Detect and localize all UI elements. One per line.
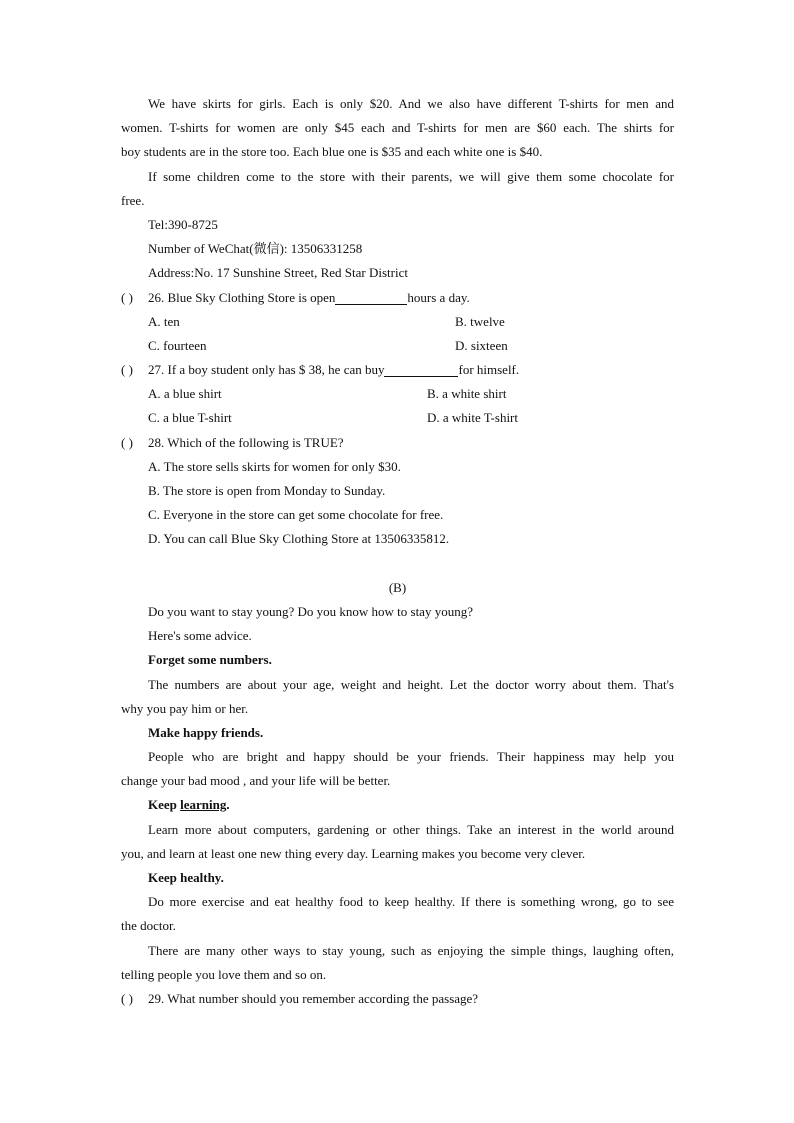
passage-b-intro1: Do you want to stay young? Do you know how to stay young?: [148, 603, 473, 619]
answer-paren[interactable]: ( ): [121, 289, 133, 305]
option-b: B. The store is open from Monday to Sunday.: [148, 483, 386, 498]
answer-blank[interactable]: [384, 362, 458, 377]
store-address: Address:No. 17 Sunshine Street, Red Star District: [148, 265, 408, 281]
passage-a-p2-line2: free.: [121, 192, 145, 208]
document-page: [121, 92, 674, 1011]
question-26: [121, 286, 674, 310]
advice-heading-1: Forget some numbers.: [148, 652, 272, 668]
question-28-text: 28. Which of the following is TRUE?: [148, 434, 344, 450]
section-b-heading: (B): [388, 579, 407, 595]
advice-heading-3: [121, 793, 674, 817]
conclusion-line2: telling people you love them and so on.: [121, 966, 327, 982]
advice-1-line1: The numbers are about your age, weight and height. Let the doctor worry about them. That's: [148, 676, 674, 692]
option-b: B. twelve: [455, 313, 505, 329]
option-d: D. You can call Blue Sky Clothing Store at 13506335812.: [148, 531, 450, 547]
store-wechat: Number of WeChat(微信): 13506331258: [148, 241, 363, 257]
question-29: [121, 987, 674, 1011]
answer-blank[interactable]: [335, 290, 407, 305]
passage-a-p1-line2: women. T-shirts for women are only $45 each and T-shirts for men are $60 each. The shirts for: [121, 120, 674, 136]
question-26-text-end: hours a day.: [407, 289, 470, 305]
option-c: C. a blue T-shirt: [148, 410, 232, 426]
passage-a-p2-line1: If some children come to the store with their parents, we will give them some chocolate for: [148, 168, 674, 184]
question-29-text: 29. What number should you remember according the passage?: [148, 990, 479, 1006]
question-27-text-end: for himself.: [458, 362, 520, 378]
question-27-options-cd: [121, 406, 674, 430]
option-d: D. a white T-shirt: [427, 410, 518, 426]
answer-paren[interactable]: ( ): [121, 990, 133, 1006]
question-26-text: 26. Blue Sky Clothing Store is open: [148, 289, 336, 305]
advice-4-line2: the doctor.: [121, 918, 176, 934]
question-28: [121, 431, 674, 455]
advice-4-line1: Do more exercise and eat healthy food to keep healthy. If there is something wrong, go to see: [148, 894, 674, 910]
option-a: A. The store sells skirts for women for only $30.: [148, 458, 401, 474]
conclusion-line1: There are many other ways to stay young, such as enjoying the simple things, laughing often,: [148, 942, 674, 958]
option-a: A. a blue shirt: [148, 386, 222, 402]
advice-heading-3-pre: Keep: [148, 797, 181, 813]
passage-a-p1-line3: boy students are in the store too. Each blue one is $35 and each white one is $40.: [121, 144, 543, 160]
option-c: C. fourteen: [148, 337, 207, 353]
option-d: D. sixteen: [455, 337, 508, 353]
question-27: [121, 358, 674, 382]
advice-2-line1: People who are bright and happy should be your friends. Their happiness may help you: [148, 749, 674, 765]
store-tel: Tel:390-8725: [148, 216, 218, 232]
question-26-options-cd: [121, 334, 674, 358]
option-a: A. ten: [148, 313, 180, 329]
question-27-options-ab: [121, 382, 674, 406]
question-26-options-ab: [121, 310, 674, 334]
answer-paren[interactable]: ( ): [121, 434, 133, 450]
advice-2-line2: change your bad mood , and your life will be better.: [121, 773, 391, 789]
option-b: B. a white shirt: [427, 386, 507, 402]
advice-3-line1: Learn more about computers, gardening or other things. Take an interest in the world around: [148, 821, 674, 837]
advice-heading-4: Keep healthy.: [148, 870, 224, 885]
advice-heading-3-underlined: learning: [180, 797, 227, 813]
advice-heading-2: Make happy friends.: [148, 724, 264, 740]
answer-paren[interactable]: ( ): [121, 362, 133, 378]
advice-1-line2: why you pay him or her.: [121, 700, 249, 716]
question-27-text: 27. If a boy student only has $ 38, he can buy: [148, 362, 385, 378]
passage-a-p1-line1: We have skirts for girls. Each is only $20. And we also have different T-shirts for men and: [148, 96, 674, 111]
passage-b-intro2: Here's some advice.: [148, 628, 252, 644]
option-c: C. Everyone in the store can get some chocolate for free.: [148, 507, 444, 523]
advice-3-line2: you, and learn at least one new thing every day. Learning makes you become very clever.: [121, 845, 586, 861]
advice-heading-3-post: .: [226, 797, 230, 813]
section-spacer: [121, 552, 674, 576]
